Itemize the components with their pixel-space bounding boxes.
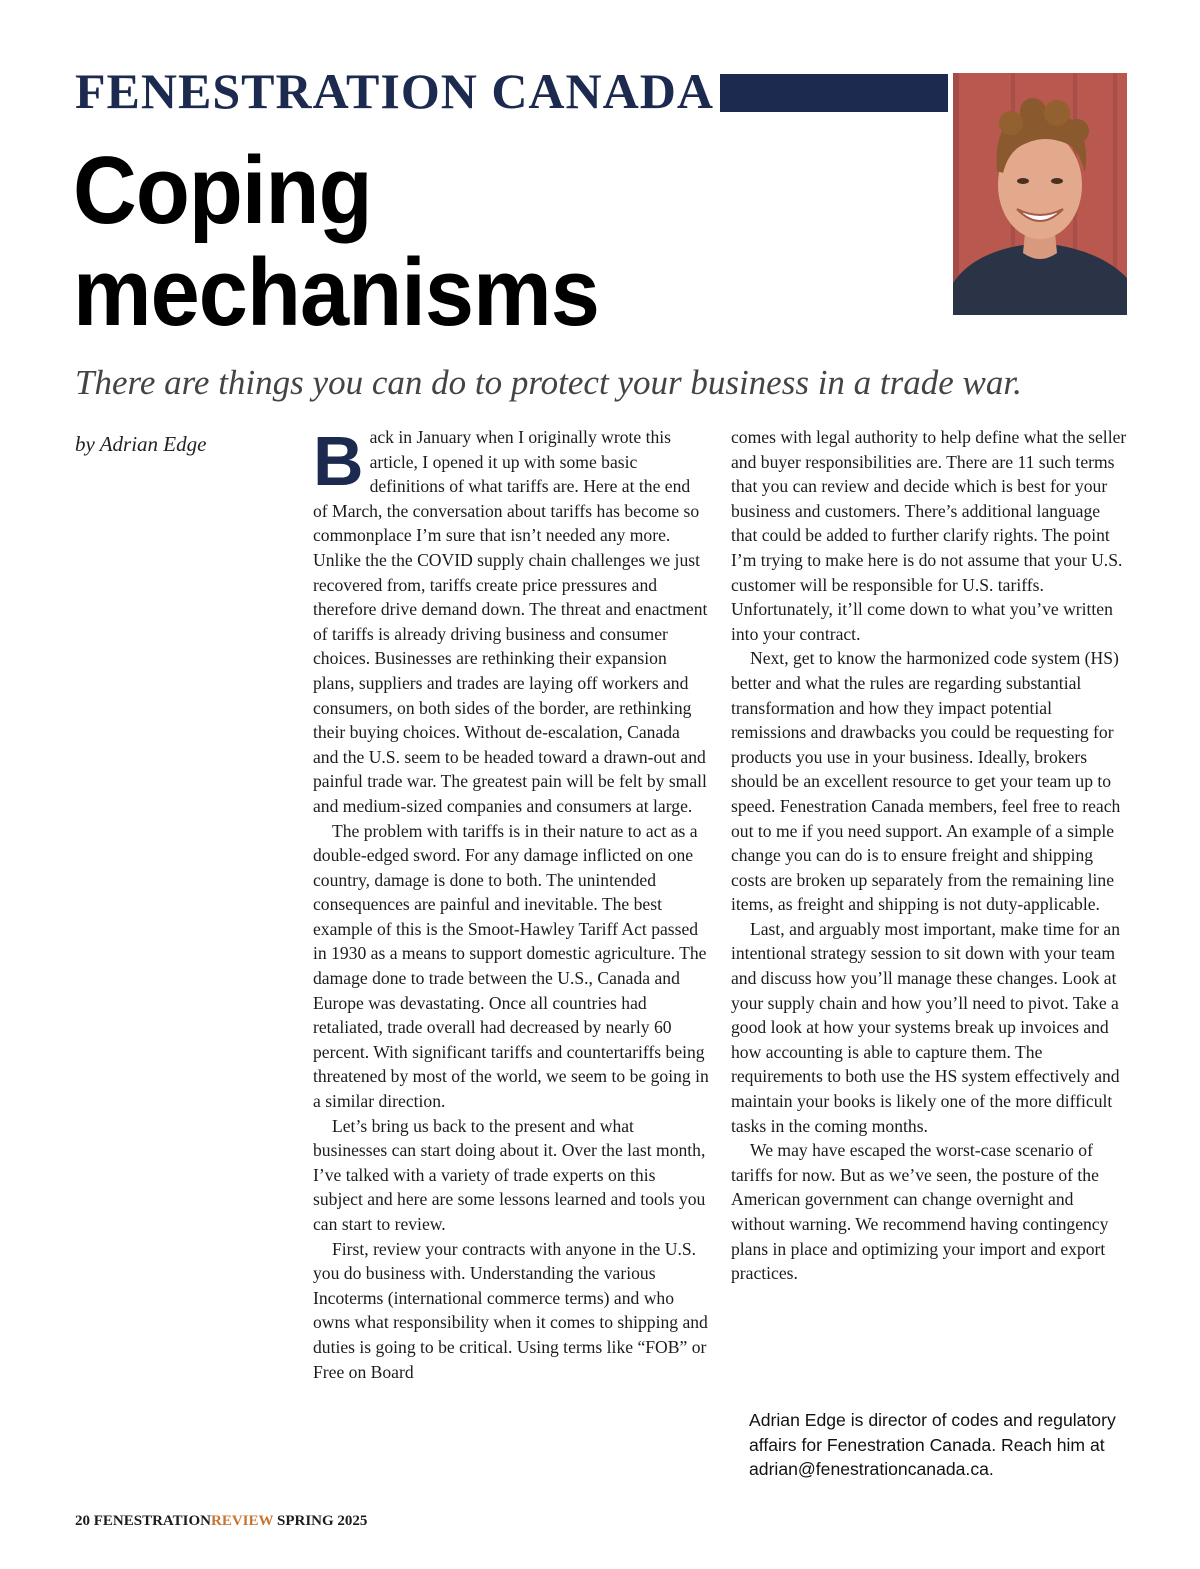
author-portrait-image — [953, 73, 1127, 315]
headline — [73, 137, 717, 346]
dropcap: B — [313, 422, 364, 500]
author-bio: Adrian Edge is director of codes and regulatory affairs for Fenestration Canada. Reach him at adrian@fenestrationcanada.ca. — [749, 1410, 1116, 1480]
paragraph-4-part-1: First, review your contracts with anyone in the U.S. you do business with. Understanding the various Incoterms (international commerce terms) and who owns what responsibility when it comes to shipping and duties is going to be critical. Using terms like “FOB” or Free on Board — [313, 1238, 708, 1382]
headline-line-1: Coping — [73, 137, 372, 244]
issue-label: SPRING 2025 — [277, 1513, 368, 1529]
page-number: 20 — [75, 1513, 90, 1529]
magazine-name-part-1: FENESTRATION — [93, 1513, 211, 1529]
paragraph-2: The problem with tariffs is in their nature to act as a double-edged sword. For any damage inflicted on one country, damage is done to both. The unintended consequences are painful and inevitable. The best example of this is the Smoot-Hawley Tariff Act passed in 1930 as a means to support domestic agriculture. The damage done to trade between the U.S., Canada and Europe was devastating. Once all countries had retaliated, trade overall had decreased by nearly 60 percent. With significant tariffs and countertariffs being threatened by most of the world, we seem to be going in a similar direction. — [313, 820, 709, 1112]
paragraph-1 — [313, 422, 709, 819]
paragraph-6: Last, and arguably most important, make time for an intentional strategy session to sit down with your team and discuss how you’ll manage these changes. Look at your supply chain and how you’ll need to pivot. Take a good look at how your systems break up invoices and how accounting is able to capture them. The requirements to both use the HS system effectively and maintain your books is likely one of the more difficult tasks in the coming months. — [731, 918, 1121, 1136]
section-title: FENESTRATION CANADA — [75, 63, 714, 119]
byline: by Adrian Edge — [75, 432, 207, 456]
paragraph-3: Let’s bring us back to the present and what businesses can start doing about it. Over the last month, I’ve talked with a variety of trade experts on this subject and here are some lessons learned and tools you can start to review. — [313, 1115, 706, 1234]
headline-line-2: mechanisms — [73, 239, 599, 346]
header-rule-bar — [720, 74, 948, 112]
paragraph-7: We may have escaped the worst-case scenario of tariffs for now. But as we’ve seen, the posture of the American government can change overnight and without warning. We recommend having contingency plans in place and optimizing your import and export practices. — [731, 1140, 1109, 1284]
article-column-2 — [731, 425, 1127, 1286]
page-footer — [75, 1513, 367, 1530]
magazine-name-part-2: REVIEW — [211, 1513, 274, 1529]
paragraph-1-text: ack in January when I originally wrote this article, I opened it up with some basic definitions of what tariffs are. Here at the end of March, the conversation about tariffs has become so commonplace I’m sure that isn’t needed any more. Unlike the the COVID supply chain challenges we just recovered from, tariffs create price pressures and therefore drive demand down. The threat and enactment of tariffs is already driving business and consumer choices. Businesses are rethinking their expansion plans, suppliers and trades are laying off workers and consumers, on both sides of the border, are rethinking their buying choices. Without de-escalation, Canada and the U.S. seem to be headed toward a drawn-out and painful trade war. The greatest pain will be felt by small and medium-sized companies and consumers at large. — [313, 427, 708, 816]
paragraph-4-part-2: comes with legal authority to help define what the seller and buyer responsibilities are. There are 11 such terms that you can review and decide which is best for your business and customers. There’s additional language that could be added to further clarify rights. The point I’m trying to make here is do not assume that your U.S. customer will be responsible for U.S. tariffs. Unfortunately, it’ll come down to what you’ve written into your contract. — [731, 427, 1127, 644]
paragraph-5: Next, get to know the harmonized code system (HS) better and what the rules are regarding substantial transformation and how they impact potential remissions and drawbacks you could be requesting for products you use in your business. Ideally, brokers should be an excellent resource to get your team up to speed. Fenestration Canada members, feel free to reach out to me if you need support. An example of a simple change you can do is to ensure freight and shipping costs are broken up separately from the remaining line items, as freight and shipping is not duty-applicable. — [731, 648, 1121, 915]
author-photo — [953, 73, 1127, 315]
article-column-1 — [313, 422, 709, 1384]
deck-subtitle: There are things you can do to protect your business in a trade war. — [75, 363, 1022, 402]
